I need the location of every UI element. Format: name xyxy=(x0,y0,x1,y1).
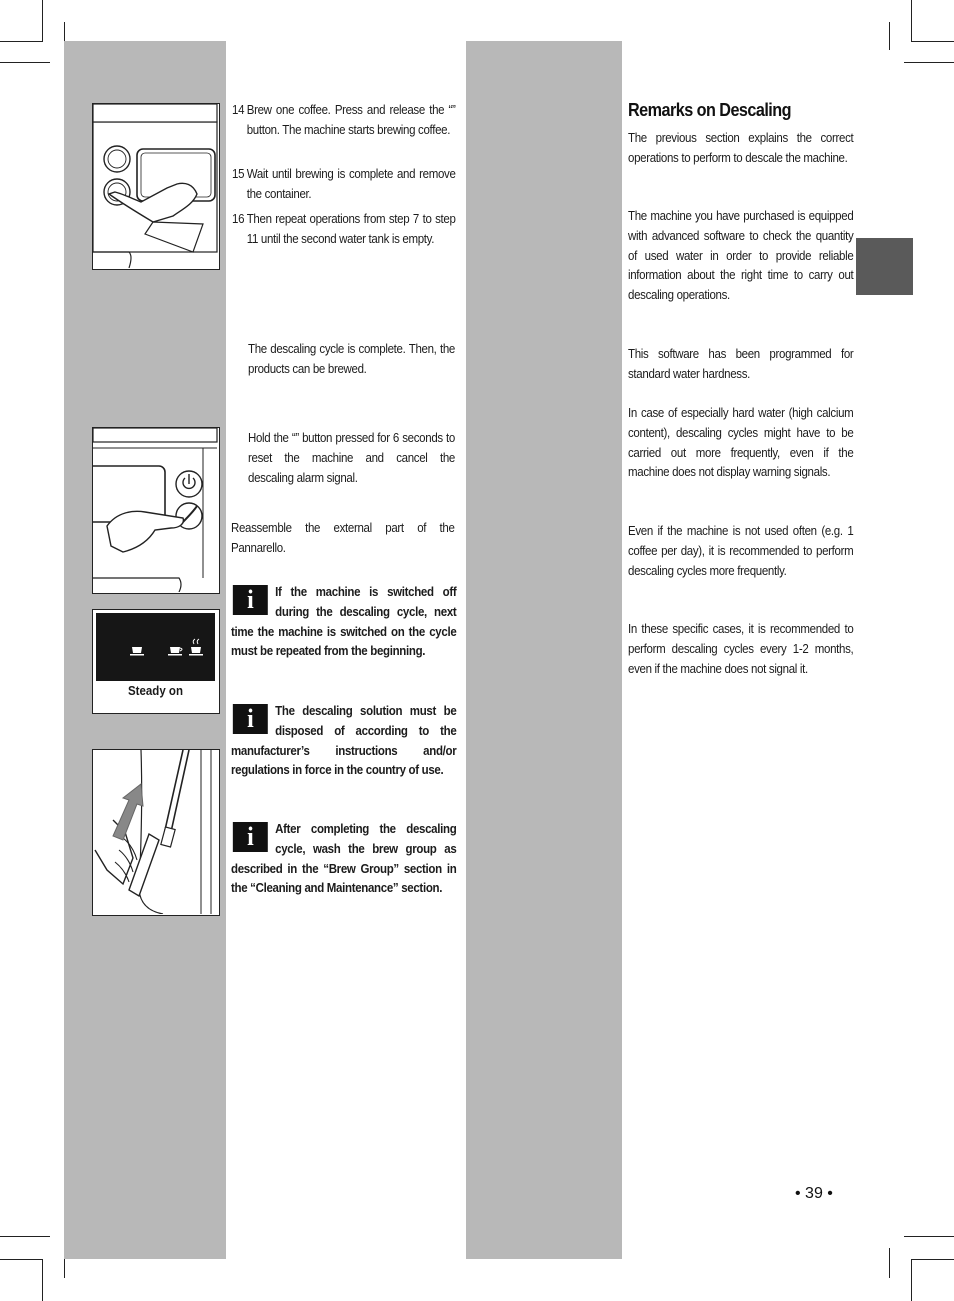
crop-mark xyxy=(911,0,912,42)
crop-mark xyxy=(0,62,50,63)
crop-mark xyxy=(912,41,954,42)
hand-press-icon xyxy=(93,104,218,268)
arrow-up-icon xyxy=(113,784,143,840)
step-14 xyxy=(232,101,456,141)
crop-mark xyxy=(0,1236,50,1237)
crop-mark xyxy=(0,1259,42,1260)
section-tab xyxy=(856,238,913,295)
crop-mark xyxy=(0,41,42,42)
figure-brew-coffee xyxy=(92,103,220,270)
note-switched-off xyxy=(231,583,456,662)
middle-gray-column xyxy=(466,41,622,1259)
info-icon: i xyxy=(233,585,268,615)
hold-button-text: Hold the “” button pressed for 6 seconds to reset the machine and cancel the descaling alarm signal. xyxy=(248,431,455,485)
step-16 xyxy=(232,210,456,250)
step-text: Then repeat operations from step 7 to step 11 until the second water tank is empty. xyxy=(246,212,456,246)
remarks-paragraph: Even if the machine is not used often (e.g. 1 coffee per day), it is recommended to perform descaling cycles more frequently. xyxy=(628,524,854,578)
cycle-complete-text: The descaling cycle is complete. Then, the products can be brewed. xyxy=(248,342,455,376)
remarks-heading: Remarks on Descaling xyxy=(628,100,791,120)
display-screen xyxy=(96,613,215,681)
info-icon: i xyxy=(233,704,268,734)
crop-mark xyxy=(42,0,43,42)
figure-pannarello xyxy=(92,749,220,916)
note-disposal xyxy=(231,702,456,781)
remarks-paragraph: This software has been programmed for standard water hardness. xyxy=(628,347,854,381)
crop-mark xyxy=(889,1248,890,1278)
crop-mark xyxy=(911,1259,912,1301)
note-text: After completing the descaling cycle, wash the brew group as described in the “Brew Group” section in the “Cleaning and Maintenance” section. xyxy=(231,822,457,896)
step-number: 15 xyxy=(232,167,245,181)
figure-display xyxy=(92,609,220,714)
hand-press-icon xyxy=(93,428,218,592)
remarks-paragraph: In case of especially hard water (high calcium content), descaling cycles might have to be carried out more frequently, even if the machine does not display warning signals. xyxy=(628,406,854,480)
crop-mark xyxy=(889,22,890,50)
info-icon: i xyxy=(233,822,268,852)
page-number: • 39 • xyxy=(795,1185,833,1202)
step-number: 16 xyxy=(232,212,245,226)
note-wash-brew-group xyxy=(231,820,456,899)
figure-hold-steam-button xyxy=(92,427,220,594)
steam-icon xyxy=(189,639,203,656)
step-text: Wait until brewing is complete and remove the container. xyxy=(246,167,456,201)
step-number: 14 xyxy=(232,103,245,117)
remarks-paragraph: In these specific cases, it is recommended to perform descaling cycles every 1-2 months, even if the machine does not signal it. xyxy=(628,622,854,676)
note-text: If the machine is switched off during the descaling cycle, next time the machine is switched on the cycle must be repeated from the beginning. xyxy=(231,585,457,659)
power-icon xyxy=(183,474,195,488)
reassemble-text: Reassemble the external part of the Pannarello. xyxy=(231,521,455,555)
note-text: The descaling solution must be disposed of according to the manufacturer’s instructions and/or regulations in force in the country of use. xyxy=(231,704,457,778)
crop-mark xyxy=(42,1259,43,1301)
step-text: Brew one coffee. Press and release the “” button. The machine starts brewing coffee. xyxy=(246,103,456,137)
step-15 xyxy=(232,165,456,205)
remarks-paragraph: The previous section explains the correct operations to perform to descale the machine. xyxy=(628,131,854,165)
crop-mark xyxy=(904,62,954,63)
crop-mark xyxy=(904,1236,954,1237)
coffee-cup-icon xyxy=(130,647,144,656)
coffee-cup-icon xyxy=(168,647,182,656)
remarks-paragraph: The machine you have purchased is equipped with advanced software to check the quantity of used water in order to provide reliable information about the right time to carry out descaling operations. xyxy=(628,209,854,303)
display-caption: Steady on xyxy=(128,684,183,698)
crop-mark xyxy=(912,1259,954,1260)
